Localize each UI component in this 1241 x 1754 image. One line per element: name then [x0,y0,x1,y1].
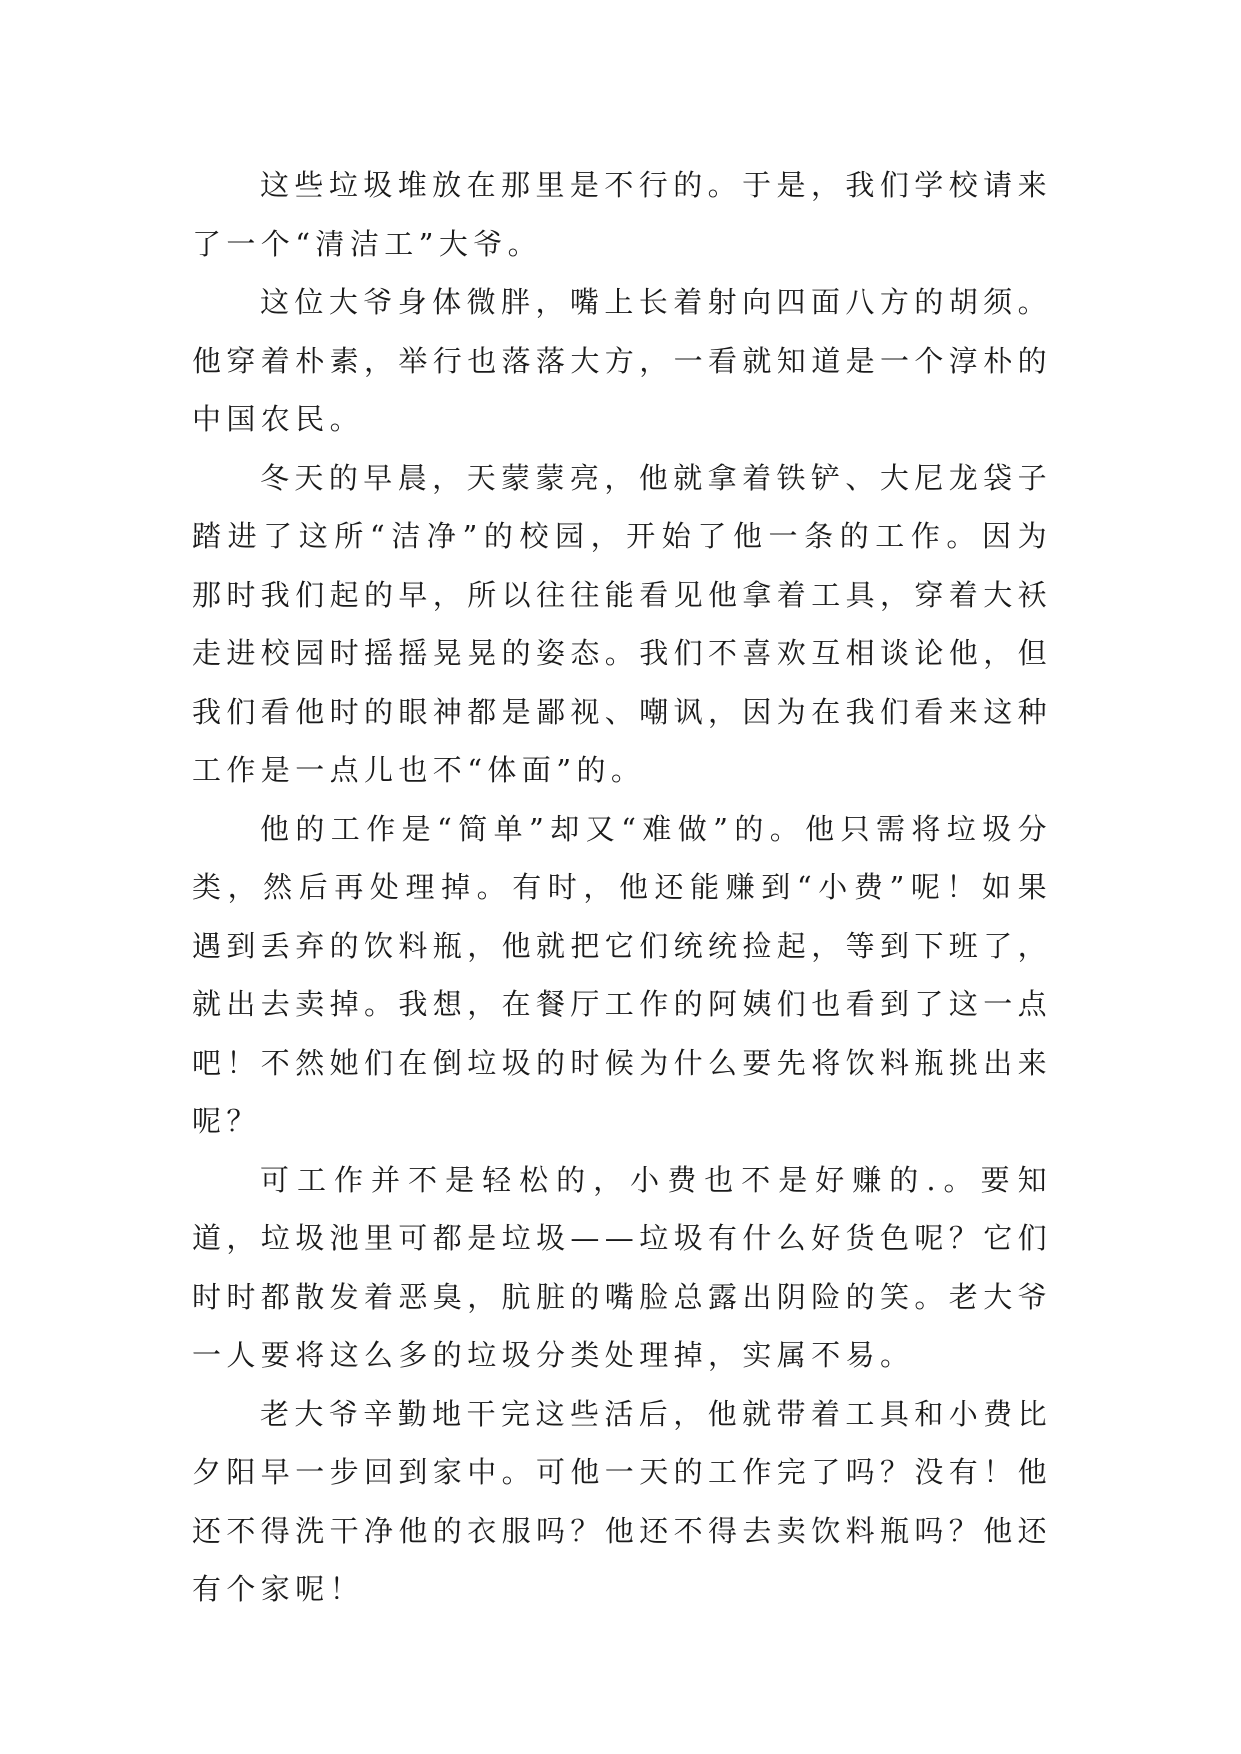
paragraph-5: 可工作并不是轻松的，小费也不是好赚的.。要知道，垃圾池里可都是垃圾——垃圾有什么好货色呢？它们时时都散发着恶臭，肮脏的嘴脸总露出阴险的笑。老大爷一人要将这么多的垃圾分类处理掉，实属不易。 [192,1162,1053,1372]
paragraph-1: 这些垃圾堆放在那里是不行的。于是，我们学校请来了一个“清洁工”大爷。 [192,168,1052,261]
paragraph-2: 这位大爷身体微胖，嘴上长着射向四面八方的胡须。他穿着朴素，举行也落落大方，一看就知道是一个淳朴的中国农民。 [192,285,1053,436]
paragraph-6: 老大爷辛勤地干完这些活后，他就带着工具和小费比夕阳早一步回到家中。可他一天的工作完了吗？没有！他还不得洗干净他的衣服吗？他还不得去卖饮料瓶吗？他还有个家呢！ [192,1396,1053,1606]
paragraph-4: 他的工作是“简单”却又“难做”的。他只需将垃圾分类，然后再处理掉。有时，他还能赚到“小费”呢！如果遇到丢弃的饮料瓶，他就把它们统统捡起，等到下班了，就出去卖掉。我想，在餐厅工作的阿姨们也看到了这一点吧！不然她们在倒垃圾的时候为什么要先将饮料瓶挑出来呢？ [192,811,1053,1138]
paragraph-3: 冬天的早晨，天蒙蒙亮，他就拿着铁铲、大尼龙袋子踏进了这所“洁净”的校园，开始了他一条的工作。因为那时我们起的早，所以往往能看见他拿着工具，穿着大袄走进校园时摇摇晃晃的姿态。我们不喜欢互相谈论他，但我们看他时的眼神都是鄙视、嘲讽，因为在我们看来这种工作是一点儿也不“体面”的。 [192,460,1053,787]
document-body [192,156,1052,1619]
